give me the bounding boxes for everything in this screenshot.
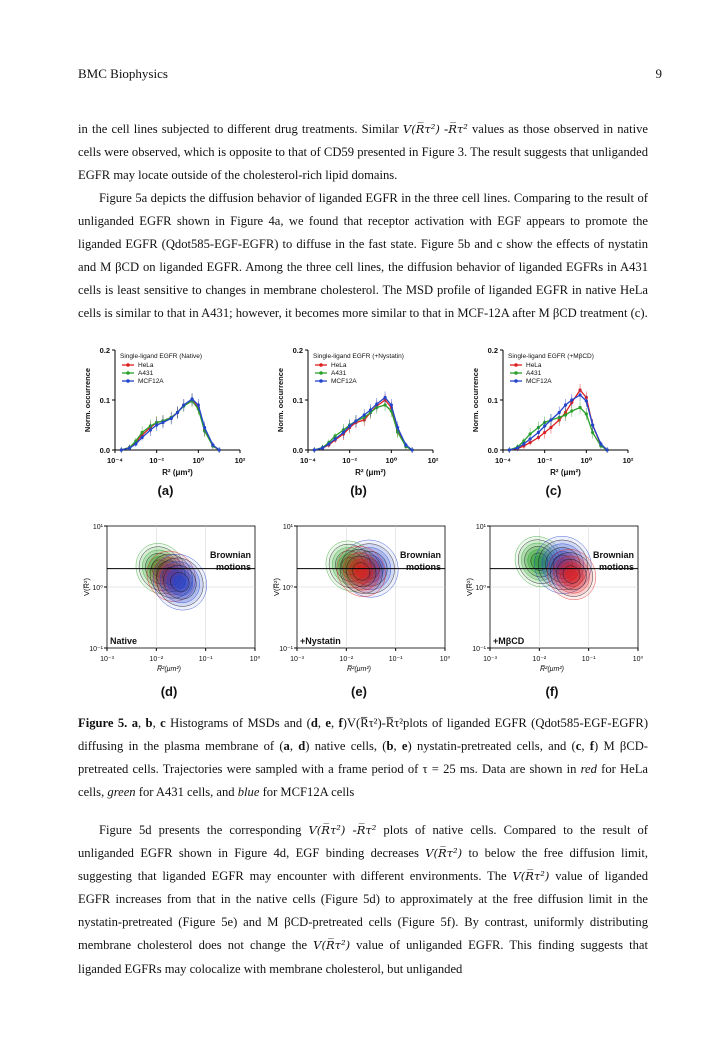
legend-marker [126, 371, 130, 375]
x-tick-label: 10⁻³ [100, 656, 114, 663]
caption-label: Figure 5. [78, 716, 128, 730]
data-point [321, 446, 324, 449]
x-axis-label: R² (μm²) [162, 468, 193, 477]
data-point [375, 402, 378, 405]
data-point [155, 423, 158, 426]
data-point [543, 424, 546, 427]
data-point [383, 403, 386, 406]
y-axis-label: Norm. occurrence [276, 367, 285, 433]
data-point [549, 426, 552, 429]
data-point [549, 418, 552, 421]
t: , [317, 716, 326, 730]
x-axis-label: R̅²(μm²) [156, 666, 182, 673]
data-point [578, 393, 581, 396]
math-variance: V(R̅τ²) [425, 846, 463, 861]
y-tick-label: 0.0 [487, 446, 498, 455]
journal-name: BMC Biophysics [78, 66, 168, 81]
t: f [589, 739, 594, 754]
x-tick-label: 10⁰ [580, 456, 593, 465]
data-point [570, 398, 573, 401]
t: , [393, 739, 402, 754]
y-tick-label: 10⁻¹ [472, 646, 486, 653]
chart-title: Single-ligand EGFR (+MβCD) [508, 353, 594, 360]
t: d [298, 739, 306, 754]
y-tick-label: 10⁻¹ [279, 646, 293, 653]
x-tick-label: 10⁻⁴ [494, 456, 512, 465]
t: f [338, 716, 343, 730]
t: ) nystatin-pretreated cells, and ( [407, 739, 576, 754]
histogram-panel-3 [471, 346, 634, 498]
math-variance: V(R̅τ²) [512, 869, 550, 884]
y-axis-label: Norm. occurrence [83, 367, 92, 433]
t: c [575, 739, 582, 754]
data-point [585, 399, 588, 402]
t: , [289, 739, 299, 754]
y-axis-label: V(R̅²) [82, 578, 91, 596]
x-tick-label: 10⁰ [439, 656, 451, 663]
annotation-line: motions [216, 562, 251, 572]
data-point [570, 409, 573, 412]
condition-label: +MβCD [493, 636, 525, 646]
x-tick-label: 10⁰ [385, 456, 398, 465]
legend-marker [319, 379, 323, 383]
t: red [580, 762, 597, 777]
y-tick-label: 10⁰ [282, 585, 293, 592]
chart-title: Single-ligand EGFR (Native) [120, 353, 203, 360]
x-tick-label: 10⁻⁴ [299, 456, 317, 465]
y-axis-label: V(R̅²) [465, 578, 474, 596]
data-point [161, 421, 164, 424]
x-tick-label: 10⁻² [537, 456, 553, 465]
x-tick-label: 10⁰ [192, 456, 205, 465]
annotation-line: Brownian [209, 550, 251, 560]
annotation-line: motions [599, 562, 634, 572]
contour-panel-1 [82, 524, 260, 699]
t: , [152, 716, 161, 730]
math-variance: V(R̅τ²) [308, 823, 346, 837]
data-point [411, 448, 414, 451]
t: , [330, 716, 339, 730]
data-point [141, 431, 144, 434]
data-point [390, 403, 393, 406]
data-point [599, 442, 602, 445]
paragraph-1 [78, 118, 648, 187]
legend-marker [514, 379, 518, 383]
x-axis-label: R̅²(μm²) [346, 666, 372, 673]
data-point [190, 397, 193, 400]
x-tick-label: 10² [622, 456, 634, 465]
data-point [211, 443, 214, 446]
x-tick-label: 10⁻¹ [581, 656, 596, 663]
t: b [145, 716, 153, 730]
data-point [529, 432, 532, 435]
data-point [334, 437, 337, 440]
data-point [578, 406, 581, 409]
t: for HeLa cells, [78, 762, 649, 800]
panel-label: (c) [545, 483, 562, 498]
t: Histograms of MSDs and ( [165, 716, 311, 730]
data-point [218, 448, 221, 451]
legend-label: A431 [138, 370, 154, 377]
x-tick-label: 10² [427, 456, 439, 465]
y-tick-label: 0.2 [487, 346, 498, 355]
y-tick-label: 10¹ [282, 524, 293, 531]
panel-label: (b) [350, 483, 367, 498]
y-tick-label: 0.0 [292, 446, 303, 455]
t: a [283, 739, 290, 754]
t: b [386, 739, 394, 754]
legend-marker [319, 363, 323, 367]
legend-label: A431 [331, 370, 347, 377]
text: values as those observed in native cells were observed, which is opposite to that of CD59 presented in Figure 3. The result suggests that unliganded EGFR may locate outside of the cholesterol-rich lipid domains. [78, 122, 649, 183]
legend-label: HeLa [526, 362, 542, 369]
t: ) native cells, ( [305, 739, 387, 754]
legend-marker [126, 363, 130, 367]
legend-marker [126, 379, 130, 383]
data-point [354, 419, 357, 422]
data-point [128, 446, 131, 449]
t: a [127, 716, 138, 730]
x-tick-label: 10⁻² [149, 656, 164, 663]
data-point [203, 426, 206, 429]
data-point [363, 413, 366, 416]
panel-label: (d) [160, 684, 178, 699]
data-point [606, 448, 609, 451]
data-point [342, 431, 345, 434]
data-point [134, 442, 137, 445]
data-point [585, 412, 588, 415]
legend-marker [319, 371, 323, 375]
annotation-line: Brownian [399, 550, 441, 560]
data-point [383, 396, 386, 399]
legend-label: HeLa [331, 362, 347, 369]
figure-5 [0, 336, 726, 706]
text: to below the free diffusion limit, suggesting that liganded EGFR may encounter with different environments. The [78, 846, 648, 884]
legend-label: HeLa [138, 362, 154, 369]
y-tick-label: 0.1 [487, 396, 498, 405]
panel-label: (f) [545, 684, 559, 699]
y-axis-label: Norm. occurrence [471, 367, 480, 433]
y-tick-label: 10⁰ [475, 585, 486, 592]
y-tick-label: 0.0 [99, 446, 110, 455]
text: Figure 5a depicts the diffusion behavior of liganded EGFR in the three cell lines. Comparing to the result of unliganded EGFR shown in Figure 4a, we found that receptor activation with EGF appears to promote the liganded EGFR (Qdot585-EGF-EGFR) to diffuse in the fast state. Figure 5b and c show the effects of nystatin and M βCD on liganded EGFR. Among the three cell lines, the diffusion behavior of liganded EGFRs in A431 cells is least sensitive to changes in membrane cholesterol. The MSD profile of liganded EGFR in native HeLa cells is similar to that in A431; however, it becomes more similar to that in MCF-12A after M βCD treatment (c). [78, 191, 648, 321]
data-point [537, 431, 540, 434]
x-axis-label: R² (μm²) [355, 468, 386, 477]
x-tick-label: 10⁰ [249, 656, 261, 663]
y-tick-label: 10⁰ [92, 585, 103, 592]
contour-panel-3 [465, 524, 643, 699]
data-point [404, 443, 407, 446]
data-point [369, 408, 372, 411]
x-tick-label: 10⁻² [342, 456, 358, 465]
x-tick-label: 10⁻¹ [198, 656, 213, 663]
data-point [529, 437, 532, 440]
math-msd: R̅τ² [356, 823, 377, 837]
t: , [581, 739, 590, 754]
x-tick-label: 10² [234, 456, 246, 465]
legend-label: MCF12A [138, 378, 164, 385]
panel-label: (e) [351, 684, 367, 699]
figure-caption [78, 712, 648, 804]
x-tick-label: 10⁻³ [483, 656, 497, 663]
data-point [564, 413, 567, 416]
text: Figure 5d presents the corresponding [99, 823, 309, 837]
x-tick-label: 10⁰ [632, 656, 644, 663]
text: value of liganded EGFR increases from that in the native cells (Figure 5d) to approximately at the free diffusion limit in the nystatin-pretreated (Figure 5e) and M βCD-pretreated cells (Figure 5f). By contrast, uniformly distributing membrane cholesterol does not change the [78, 869, 648, 953]
text: plots of native cells. Compared to the result of unliganded EGFR shown in Figure 4d, EGF binding decreases [78, 823, 648, 861]
math-variance: V(R̅τ²) [313, 938, 351, 953]
t: green [107, 785, 136, 800]
x-axis-label: R² (μm²) [550, 468, 581, 477]
legend-label: MCF12A [331, 378, 357, 385]
y-tick-label: 10⁻¹ [89, 646, 103, 653]
data-point [197, 403, 200, 406]
histogram-panel-2 [276, 346, 439, 498]
contour-panel-2 [272, 524, 450, 699]
x-tick-label: 10⁻¹ [388, 656, 403, 663]
y-tick-label: 0.2 [99, 346, 110, 355]
condition-label: +Nystatin [300, 636, 341, 646]
x-axis-label: R̅²(μm²) [539, 666, 565, 673]
paragraph-2 [78, 187, 648, 326]
t: for MCF12A cells [259, 785, 355, 800]
legend-marker [514, 371, 518, 375]
data-point [348, 424, 351, 427]
data-point [591, 431, 594, 434]
text: - [439, 122, 449, 136]
x-tick-label: 10⁻² [149, 456, 165, 465]
math-msd: R̅τ² [448, 122, 468, 136]
data-point [141, 436, 144, 439]
legend-marker [514, 363, 518, 367]
legend-label: A431 [526, 370, 542, 377]
data-point [170, 417, 173, 420]
t: for A431 cells, and [135, 785, 238, 800]
y-tick-label: 10¹ [92, 524, 103, 531]
data-point [120, 448, 123, 451]
t: )V(R̅τ²)-R̅τ²plots of liganded EGFR (Qdot585-EGF-EGFR) diffusing in the plasma membrane of ( [78, 716, 649, 754]
y-tick-label: 0.2 [292, 346, 303, 355]
t: e [325, 716, 331, 730]
legend-label: MCF12A [526, 378, 552, 385]
x-tick-label: 10⁻² [339, 656, 354, 663]
histogram-panel-1 [83, 346, 246, 498]
data-point [149, 428, 152, 431]
x-tick-label: 10⁻³ [290, 656, 304, 663]
panel-label: (a) [157, 483, 174, 498]
data-point [591, 423, 594, 426]
data-point [564, 403, 567, 406]
text: value of unliganded EGFR. This finding suggests that liganded EGFRs may colocalize with membrane cholesterol, but unliganded [78, 938, 648, 976]
data-point [327, 442, 330, 445]
data-point [176, 411, 179, 414]
x-tick-label: 10⁻⁴ [106, 456, 124, 465]
data-point [558, 411, 561, 414]
y-tick-label: 10¹ [475, 524, 486, 531]
text: - [345, 823, 357, 837]
data-point [508, 448, 511, 451]
paragraph-3 [78, 819, 648, 981]
y-axis-label: V(R̅²) [272, 578, 281, 596]
annotation-line: motions [406, 562, 441, 572]
data-point [182, 403, 185, 406]
text: in the cell lines subjected to different drug treatments. Similar [78, 122, 403, 136]
y-tick-label: 0.1 [99, 396, 110, 405]
math-variance: V(R̅τ²) [402, 122, 440, 136]
data-point [516, 446, 519, 449]
t: ) M βCD-pretreated cells. Trajectories were sampled with a frame period of τ = 25 ms. Data are shown in [78, 739, 649, 777]
t: , [138, 716, 146, 730]
data-point [313, 448, 316, 451]
data-point [396, 426, 399, 429]
t: e [401, 739, 408, 754]
annotation-line: Brownian [592, 550, 634, 560]
condition-label: Native [110, 636, 138, 646]
x-tick-label: 10⁻² [532, 656, 547, 663]
chart-title: Single-ligand EGFR (+Nystatin) [313, 353, 404, 360]
y-tick-label: 0.1 [292, 396, 303, 405]
t: c [160, 716, 166, 730]
t: d [310, 716, 318, 730]
t: blue [237, 785, 260, 800]
page-number: 9 [655, 66, 662, 81]
data-point [522, 442, 525, 445]
